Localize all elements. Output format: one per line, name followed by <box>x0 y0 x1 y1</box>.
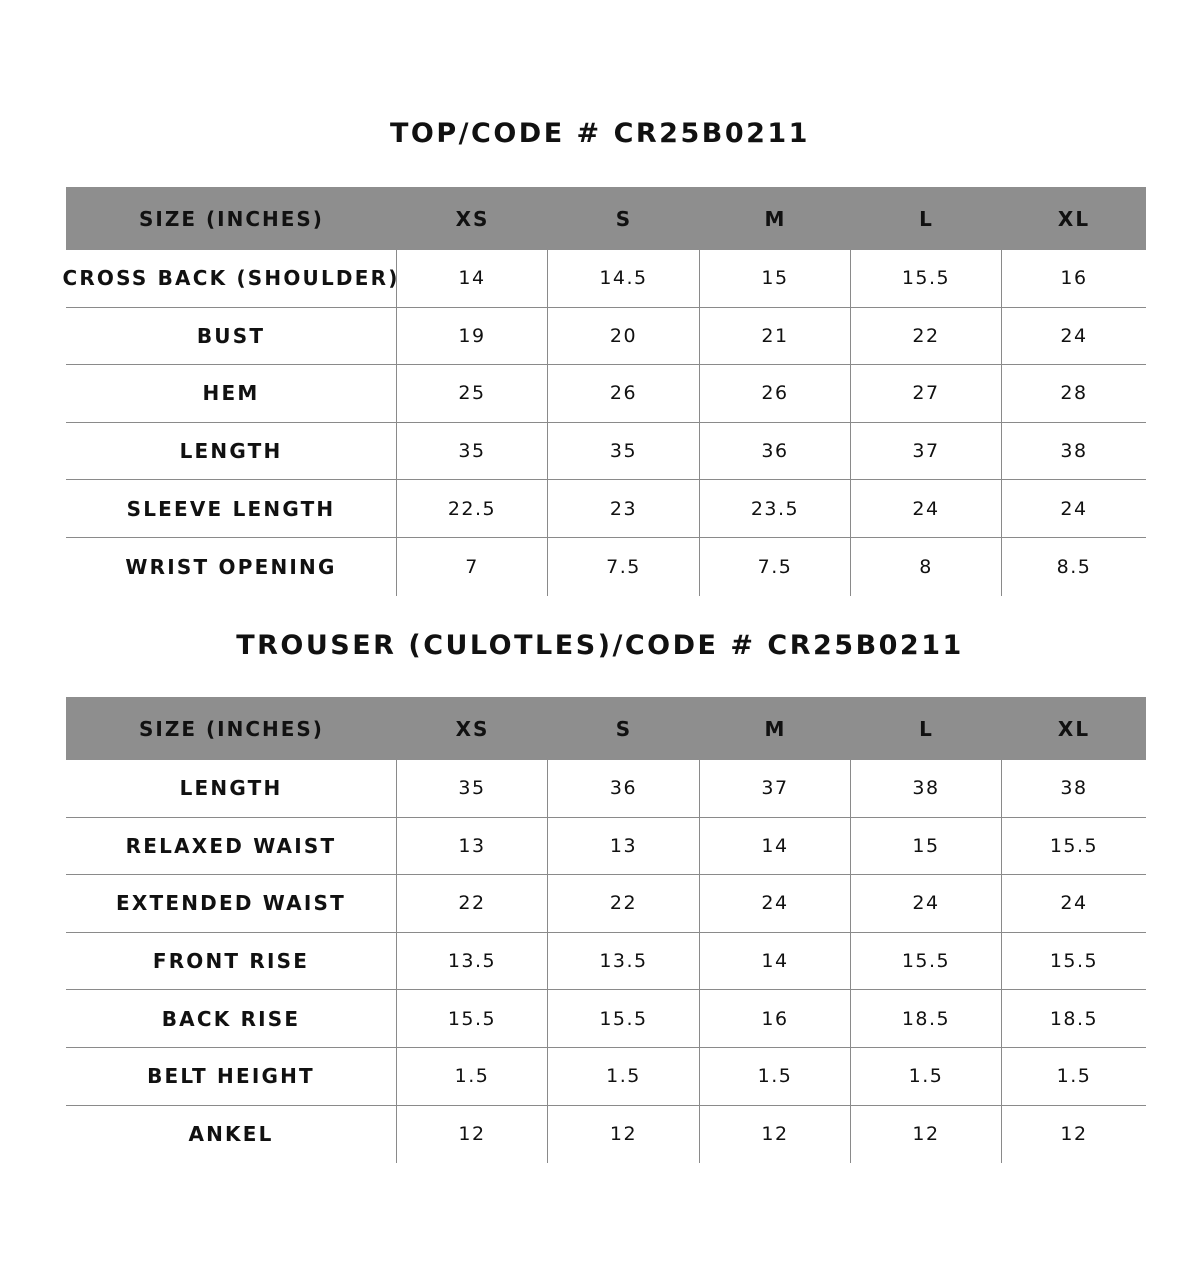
value-cell: 24 <box>1060 324 1088 347</box>
value-cell: 37 <box>700 760 851 817</box>
value-cell: 13 <box>397 818 548 875</box>
header-cell-l: L <box>919 716 934 741</box>
value-cell: 22 <box>548 875 700 932</box>
value-cell: 22 <box>397 875 548 932</box>
table-row <box>66 818 1146 876</box>
value-cell: 38 <box>1060 777 1088 800</box>
value-cell: 12 <box>851 1106 1002 1164</box>
value-cell: 19 <box>397 308 548 365</box>
row-label: WRIST OPENING <box>66 538 397 596</box>
row-label: RELAXED WAIST <box>66 818 397 875</box>
value-cell: 35 <box>397 423 548 480</box>
row-label: SLEEVE LENGTH <box>66 480 397 537</box>
value-cell: 23 <box>548 480 700 537</box>
value-cell: 1.5 <box>700 1048 851 1105</box>
table-row <box>66 1106 1146 1164</box>
value-cell: 14 <box>700 818 851 875</box>
value-cell: 25 <box>397 365 548 422</box>
trouser-size-table <box>66 697 1146 1163</box>
header-cell-size: SIZE (INCHES) <box>139 206 324 231</box>
value-cell: 13.5 <box>548 933 700 990</box>
value-cell: 15 <box>700 250 851 307</box>
value-cell: 1.5 <box>851 1048 1002 1105</box>
value-cell: 24 <box>1060 497 1088 520</box>
row-label: BACK RISE <box>66 990 397 1047</box>
value-cell: 14 <box>397 250 548 307</box>
header-cell-m: M <box>764 716 787 741</box>
table-row <box>62 250 1146 308</box>
table-row <box>66 480 1146 538</box>
header-cell-xs: XS <box>455 206 490 231</box>
table-row <box>66 933 1146 991</box>
value-cell: 24 <box>851 875 1002 932</box>
value-cell: 26 <box>700 365 851 422</box>
value-cell: 1.5 <box>1056 1065 1092 1088</box>
value-cell: 1.5 <box>397 1048 548 1105</box>
value-cell: 7 <box>397 538 548 596</box>
row-label: LENGTH <box>66 423 397 480</box>
value-cell: 12 <box>700 1106 851 1164</box>
value-cell: 38 <box>1060 440 1088 463</box>
row-label: EXTENDED WAIST <box>66 875 397 932</box>
table-row <box>66 875 1146 933</box>
header-cell-size: SIZE (INCHES) <box>139 716 324 741</box>
value-cell: 36 <box>548 760 700 817</box>
value-cell: 13.5 <box>397 933 548 990</box>
value-cell: 22 <box>851 308 1002 365</box>
value-cell: 24 <box>700 875 851 932</box>
row-label: FRONT RISE <box>66 933 397 990</box>
table-row <box>66 538 1146 596</box>
row-label: BELT HEIGHT <box>66 1048 397 1105</box>
value-cell: 26 <box>548 365 700 422</box>
value-cell: 15.5 <box>548 990 700 1047</box>
table-row <box>66 365 1146 423</box>
header-cell-s: S <box>615 716 633 741</box>
value-cell: 14 <box>700 933 851 990</box>
header-cell-m: M <box>764 206 787 231</box>
header-cell-xl: XL <box>1057 716 1091 741</box>
value-cell: 8.5 <box>1056 555 1092 578</box>
value-cell: 21 <box>700 308 851 365</box>
value-cell: 14.5 <box>548 250 700 307</box>
value-cell: 15.5 <box>397 990 548 1047</box>
header-cell-s: S <box>615 206 633 231</box>
header-cell-xl: XL <box>1057 206 1091 231</box>
top-size-table <box>62 187 1146 596</box>
row-label: BUST <box>66 308 397 365</box>
value-cell: 15.5 <box>851 933 1002 990</box>
value-cell: 7.5 <box>548 538 700 596</box>
table-row <box>66 308 1146 366</box>
value-cell: 38 <box>851 760 1002 817</box>
value-cell: 15.5 <box>1049 834 1099 857</box>
value-cell: 35 <box>548 423 700 480</box>
value-cell: 12 <box>548 1106 700 1164</box>
value-cell: 8 <box>851 538 1002 596</box>
value-cell: 27 <box>851 365 1002 422</box>
header-cell-xs: XS <box>455 716 490 741</box>
value-cell: 1.5 <box>548 1048 700 1105</box>
value-cell: 18.5 <box>851 990 1002 1047</box>
table-header-row <box>66 697 1146 760</box>
value-cell: 24 <box>1060 892 1088 915</box>
table-row <box>66 760 1146 818</box>
value-cell: 15 <box>851 818 1002 875</box>
value-cell: 15.5 <box>1049 950 1099 973</box>
value-cell: 15.5 <box>851 250 1002 307</box>
value-cell: 37 <box>851 423 1002 480</box>
table-header-row <box>66 187 1146 250</box>
table-row <box>66 990 1146 1048</box>
value-cell: 36 <box>700 423 851 480</box>
value-cell: 20 <box>548 308 700 365</box>
row-label: LENGTH <box>66 760 397 817</box>
value-cell: 35 <box>397 760 548 817</box>
row-label: CROSS BACK (SHOULDER) <box>66 250 397 307</box>
value-cell: 28 <box>1060 382 1088 405</box>
value-cell: 24 <box>851 480 1002 537</box>
trouser-section-title: TROUSER (CULOTLES)/CODE # CR25B0211 <box>236 630 964 661</box>
row-label: ANKEL <box>66 1106 397 1164</box>
value-cell: 23.5 <box>700 480 851 537</box>
table-row <box>66 1048 1146 1106</box>
value-cell: 7.5 <box>700 538 851 596</box>
row-label: HEM <box>66 365 397 422</box>
value-cell: 16 <box>1060 267 1088 290</box>
value-cell: 13 <box>548 818 700 875</box>
top-section-title: TOP/CODE # CR25B0211 <box>390 118 810 149</box>
value-cell: 16 <box>700 990 851 1047</box>
value-cell: 18.5 <box>1049 1007 1099 1030</box>
value-cell: 12 <box>397 1106 548 1164</box>
value-cell: 22.5 <box>397 480 548 537</box>
value-cell: 12 <box>1060 1123 1088 1146</box>
table-row <box>66 423 1146 481</box>
header-cell-l: L <box>919 206 934 231</box>
